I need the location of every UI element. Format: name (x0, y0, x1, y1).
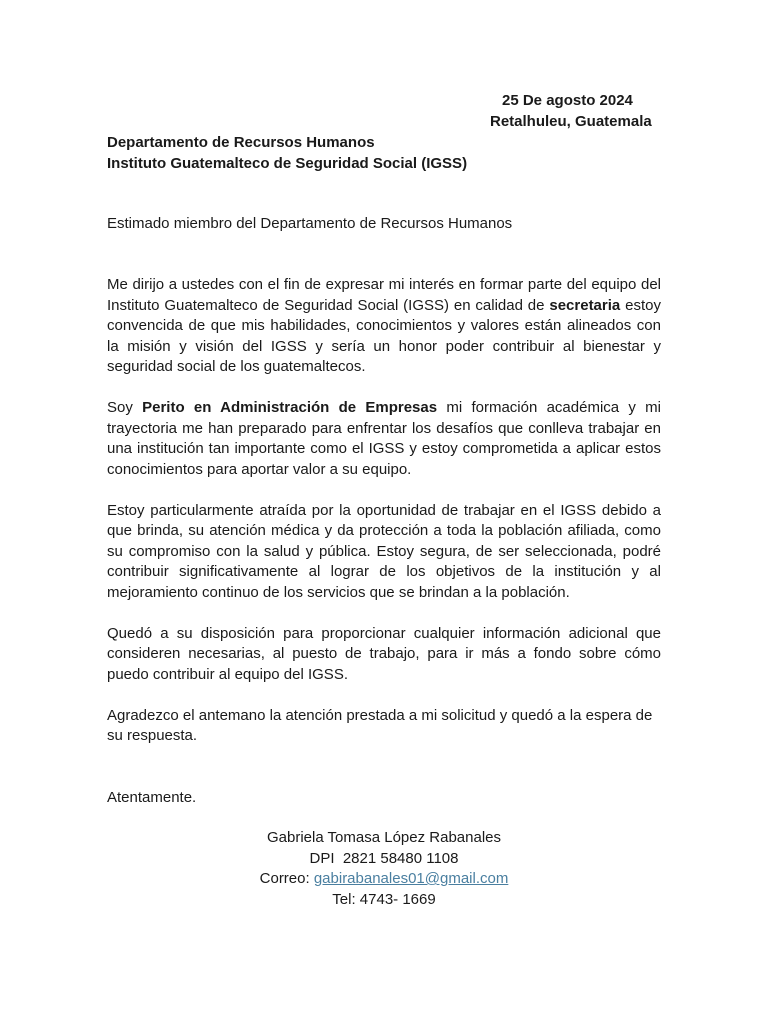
position-title: secretaria (549, 296, 621, 314)
recipient-department: Departamento de Recursos Humanos (107, 134, 375, 151)
paragraph-2 (107, 398, 661, 480)
signer-email-line (160, 869, 608, 890)
date-place-block (480, 90, 680, 132)
paragraph-3: Estoy particularmente atraída por la oportunidad de trabajar en el IGSS debido a que brinda, su atención médica y da protección a toda la población afiliada, como su compromiso con la salud y pública. Estoy segura, de ser seleccionada, podré contribuir significativamente al lograr de los objetivos de la institución y al mejoramiento continuo de los servicios que se brindan a la población. (107, 501, 661, 601)
paragraph-1-text-a: Me dirijo a ustedes con el fin de expresar mi interés en formar parte del equipo del Instituto Guatemalteco de Seguridad Social (IGSS) en calidad de (107, 276, 661, 314)
salutation: Estimado miembro del Departamento de Recursos Humanos (107, 215, 513, 232)
letter-place: Retalhuleu, Guatemala (490, 113, 652, 130)
paragraph-2-text-a: Soy (107, 399, 143, 416)
paragraph-2-text-b: mi formación académica y mi trayectoria me han preparado para enfrentar los desafíos que conlleva trabajar en una institución tan importante como el IGSS y estoy comprometida a aplicar estos conocimientos para aportar valor a su equipo. (107, 399, 661, 478)
email-link[interactable]: gabirabanales01@gmail.com (313, 870, 509, 887)
signature-block (160, 828, 608, 910)
paragraph-4: Quedó a su disposición para proporcionar cualquier información adicional que consideren necesarias, al puesto de trabajo, para ir más a fondo sobre cómo puedo contribuir al equipo del IGSS. (107, 624, 661, 683)
degree-title: Perito en Administración de Empresas (142, 399, 438, 416)
paragraph-1 (107, 275, 661, 378)
recipient-institution: Instituto Guatemalteco de Seguridad Social (IGSS) (107, 155, 468, 172)
letter-date: 25 De agosto 2024 (502, 92, 633, 109)
recipient-block (107, 132, 467, 174)
paragraph-5: Agradezco el antemano la atención prestada a mi solicitud y quedó a la espera de su respuesta. (107, 706, 653, 744)
signer-phone: Tel: 4743- 1669 (332, 890, 436, 908)
email-label: Correo: (259, 870, 314, 887)
signer-dpi: DPI 2821 58480 1108 (309, 849, 459, 867)
paragraph-1-text-b: estoy convencida de que mis habilidades, conocimientos y valores están alineados con la misión y visión del IGSS y sería un honor poder contribuir al bienestar y seguridad social de los guatemaltecos. (107, 296, 661, 375)
letter-body (107, 275, 661, 767)
signer-name: Gabriela Tomasa López Rabanales (266, 829, 502, 846)
closing: Atentamente. (107, 789, 197, 806)
